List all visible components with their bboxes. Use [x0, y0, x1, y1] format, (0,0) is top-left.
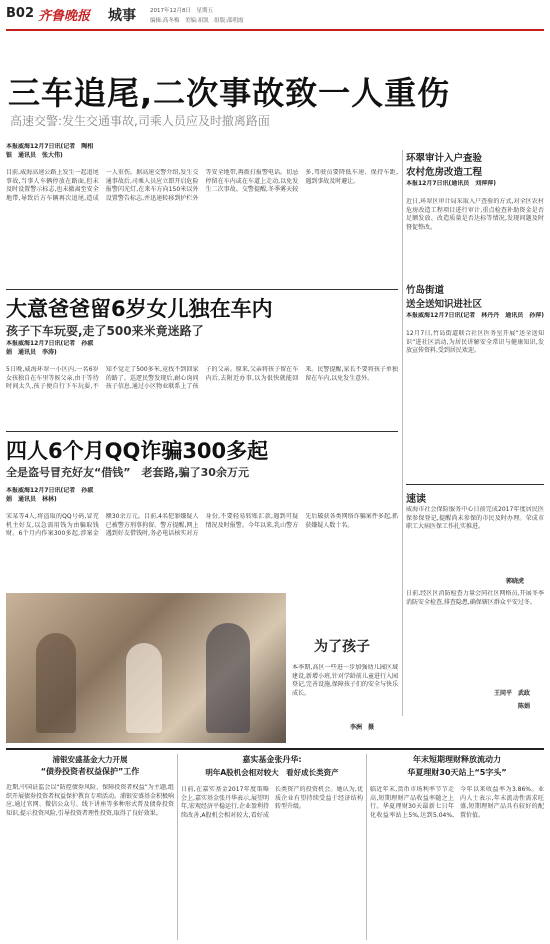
byline: 本报威海12月7日讯(记者 陶相银 通讯员 张大伟)	[6, 143, 94, 159]
right-column	[406, 150, 544, 716]
story-divider-2	[6, 431, 398, 432]
masthead	[0, 0, 550, 32]
bottom-story-fund-2	[181, 754, 363, 940]
article-body-qq-fraud: 宋某等4人,将盗取的QQ号码,冒充机主好友,以急需用钱为由骗取钱财。6个月内作案300多起,涉案金额30余万元。目前,4名犯罪嫌疑人已被警方刑事拘留。警方提醒,网上遇到好友借钱时,务必电话核实对方身份,不要轻易转账汇款,遇到可疑情况及时报警。今年以来,乳山警方先后破获各类网络诈骗案件多起,抓获嫌疑人数十名。	[6, 513, 398, 538]
brief-headline-audit-line2: 农村危房改造工程	[406, 167, 483, 178]
paper-logo: 齐鲁晚报	[38, 9, 91, 24]
subhead-qq-fraud: 全是盗号冒充好友“借钱” 老套路,骗了30余万元	[6, 466, 249, 479]
byline-left-child-in-car: 本报威海12月7日讯(记者 孙淑娟 通讯员 李涛)	[6, 340, 94, 356]
bottom-story-fund-3	[370, 754, 544, 940]
headline-qq-fraud: 四人6个月QQ诈骗300多起	[6, 439, 269, 463]
section-title: 城事	[108, 8, 136, 24]
quick-read-body-2: 日前,经区区消防检查力量会同社区网格员,开展冬季消防安全检查,排查隐患,确保辖区群众平安过冬。	[406, 590, 544, 606]
photo-story-title: 为了孩子	[314, 639, 370, 655]
photo-caption: 本季期,高区一些进一步加强幼儿园区域建设,新增小班,针对学龄前儿童进行入园登记,完善设施,保障孩子们的安全与快乐成长。	[292, 664, 398, 697]
quick-read-rule	[406, 484, 544, 485]
brief-headline-zhudao-line2: 送全送知识进社区	[406, 299, 483, 310]
quick-read-body: 威海市社会保险服务中心日前完成2017年度居民医保参保登记,提醒尚未参保的市民及时办理。荣成市职工大病医保工作扎实推进。	[406, 506, 544, 531]
headline-left-child-in-car: 大意爸爸留6岁女儿独在车内	[6, 297, 273, 321]
bottom-subhead: 华夏理财30天站上“5字头”	[407, 768, 507, 777]
column-divider	[402, 150, 403, 716]
brief-headline-zhudao: 竹岛街道	[406, 285, 445, 296]
masthead-rule	[6, 29, 544, 31]
page-number: B02	[6, 6, 34, 21]
subhead: 高速交警:发生交通事故,司乘人员应及时撤离路面	[10, 114, 270, 128]
article-body-left-child-in-car: 5日晚,威海环翠一小区内,一名6岁女孩独自在车里等候父亲,由于等待时间太久,孩子便自行下车玩耍,不知不觉走了500多米,竟找不到回家的路了。巡逻民警发现后,耐心询问孩子信息,通过小区物业联系上了孩子的父亲。原来,父亲将孩子留在车内后,去附近办事,以为很快就能回来。民警提醒,家长不要将孩子单独留在车内,以免发生意外。	[6, 366, 398, 391]
brief-byline-zhudao: 本报威海12月7日讯(记者 林丹丹 通讯员 孙萍)	[406, 312, 544, 319]
news-photo-children	[6, 593, 286, 743]
bottom-story-fund-1	[6, 754, 174, 940]
byline-qq-fraud: 本报威海12月7日讯(记者 孙淑娟 通讯员 林林)	[6, 487, 94, 503]
bottom-body: 日前,在嘉实基金2017年度策略会上,嘉实基金张丹华表示,展望明年,宏观经济平稳运行,企业盈利持续改善,A股机会相对较大,看好成长类资产的投资机会。她认为,优质企业有望持续受益于经济结构转型升级。	[181, 786, 363, 819]
brief-byline-audit: 本报12月7日讯(通讯员 刘萍萍)	[406, 180, 497, 187]
bottom-headline: 年末短期理财释放流动力	[413, 755, 501, 764]
issue-date: 2017年12月8日 星期五	[150, 8, 213, 14]
brief-body-zhudao: 12月7日,竹岛街道联合社区医务室开展“送全送知识”进社区活动,为居民讲解安全常识与健康知识,发放宣传资料,受到居民欢迎。	[406, 330, 544, 355]
quick-read-credit-3: 陈娟	[518, 703, 531, 710]
article-body: 目前,威海高速公路上发生一起追尾事故,当事人车辆停放在路面,但未及时设置警示标志,也未撤离至安全地带,导致后方车辆再次追尾,造成一人重伤。据高速交警介绍,发生交通事故后,司乘人员应立即开启危险报警闪光灯,在来车方向150米以外设置警告标志,并迅速转移到护栏外等安全地带,再拨打报警电话。切忌停留在车内或在车道上走动,以免发生二次事故。交警提醒,冬季雾天较多,驾驶员要降低车速、保持车距,遇到事故及时避让。	[6, 169, 398, 202]
story-divider	[6, 289, 398, 290]
quick-read-credit: 郭晓虎	[506, 578, 525, 585]
brief-headline-audit: 环翠审计入户查验	[406, 153, 483, 164]
bottom-body: 临近年末,货币市场利率节节走高,短期理财产品收益率随之上行。华夏理财30天最新七日年化收益率站上5%,达到5.04%,今年以来收益率为3.86%。业内人士表示,年末流动性需求旺盛,短期理财产品具有较好的配置价值。	[370, 786, 544, 819]
photo-figure	[36, 633, 76, 733]
bottom-body: 近期,中国证监会以“防控债券风险、保障投资者权益”为主题,组织开展债券投资者权益保护教育专项活动。浦银安盛基金积极响应,通过官网、微信公众号、线下讲座等多种形式普及债券投资知识,提示投资风险,引导投资者理性投资,取得了良好效果。	[6, 784, 174, 817]
photo-credit: 李洲 摄	[350, 724, 375, 731]
bottom-subhead: 明年A股机会相对较大 看好成长类资产	[205, 768, 339, 777]
bottom-headline: 嘉实基金张丹华:	[242, 755, 302, 764]
headline: 三车追尾,二次事故致一人重伤	[8, 74, 451, 112]
brief-body-audit: 近日,环翠区审计局采取入户查验的方式,对全区农村危房改造工程项目进行审计,重点检查补助资金是否足额发放、改造质量是否达标等情况,发现问题及时督促整改。	[406, 198, 544, 231]
bottom-band-rule	[6, 748, 544, 750]
bottom-subhead: “债券投资者权益保护”工作	[40, 767, 140, 776]
column-divider	[366, 754, 367, 940]
quick-read-heading: 速读	[406, 494, 426, 505]
photo-figure	[126, 643, 162, 733]
editor-credits: 编辑:高冬梅 美编:祖凯 组版:邵明霞	[150, 18, 244, 24]
column-divider	[177, 754, 178, 940]
quick-read-credit-2: 王同平 武政	[494, 690, 531, 697]
photo-figure	[206, 623, 250, 733]
bottom-headline: 浦银安盛基金大力开展	[52, 755, 128, 764]
subhead-left-child-in-car: 孩子下车玩耍,走了500来米竟迷路了	[6, 324, 204, 338]
